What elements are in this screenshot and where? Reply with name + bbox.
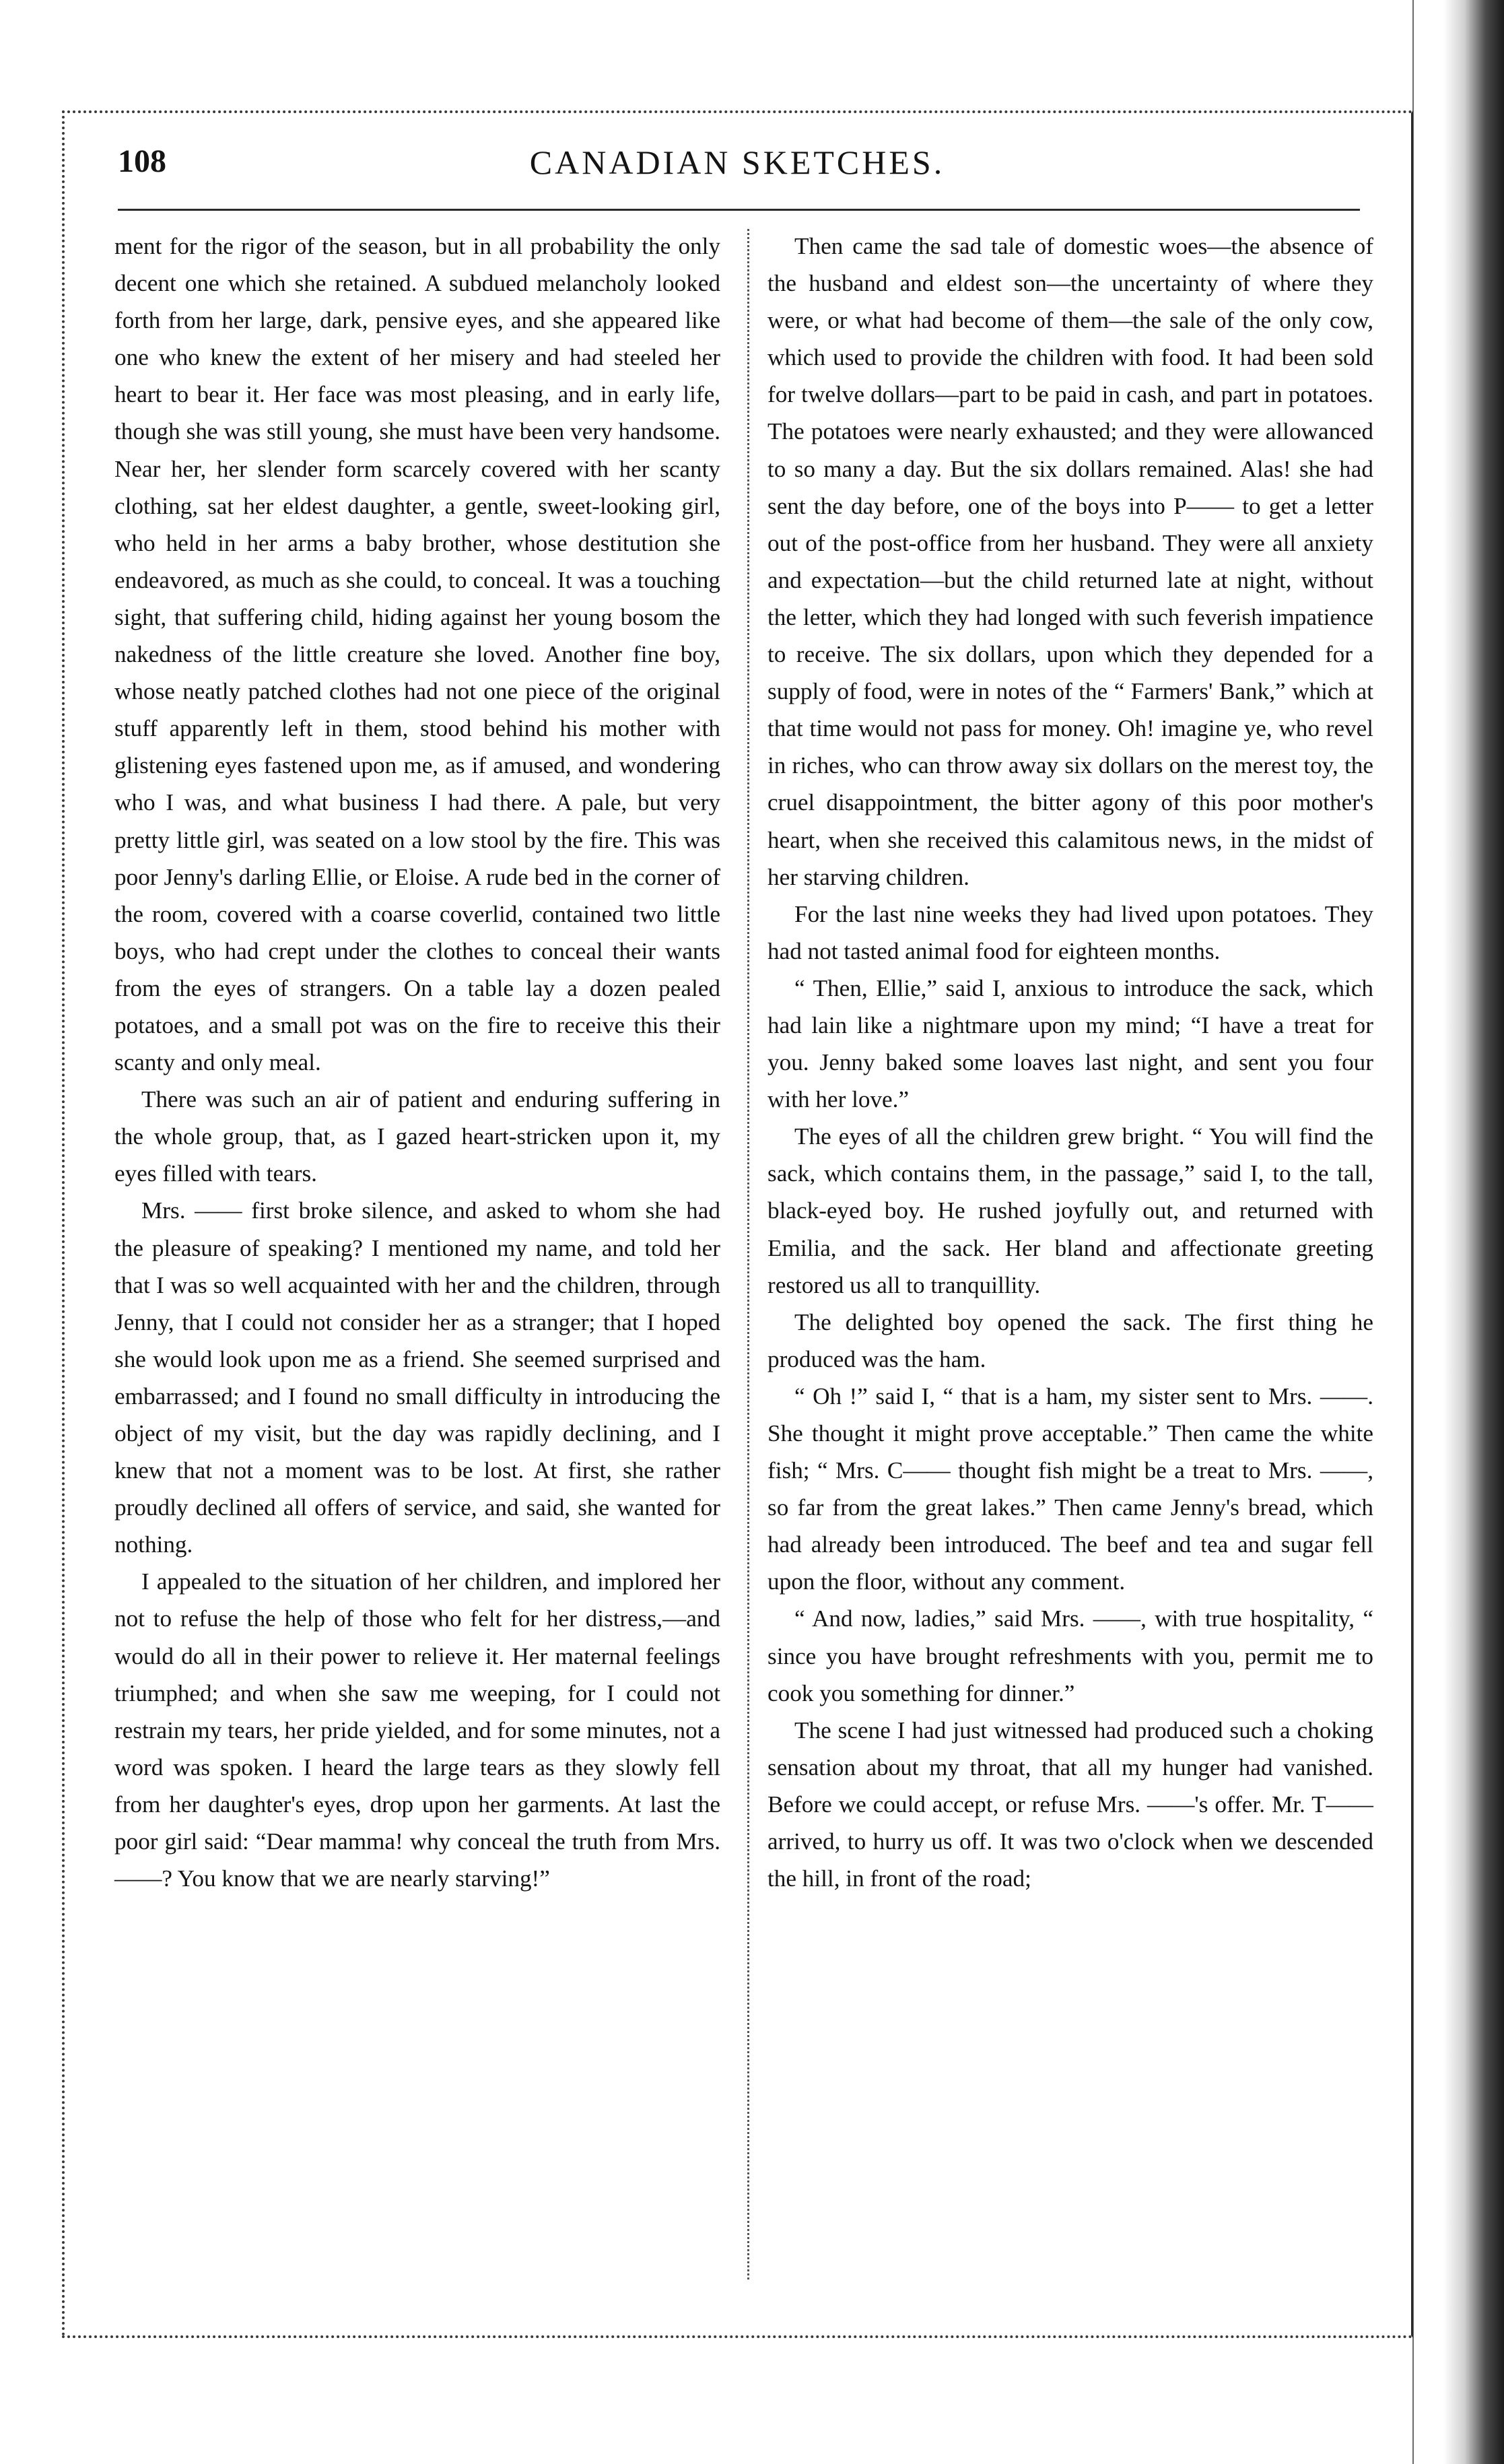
paragraph: The delighted boy opened the sack. The first thing he produced was the ham. bbox=[767, 1308, 1373, 1372]
page-header bbox=[118, 143, 1357, 197]
paragraph: “ And now, ladies,” said Mrs. ——, with true hospitality, “ since you have brought refreshments with you, permit me to cook you something for dinner.” bbox=[767, 1605, 1373, 1706]
paragraph: “ Then, Ellie,” said I, anxious to introduce the sack, which had lain like a nightmare upon my mind; “I have a treat for you. Jenny baked some loaves last night, and sent you four with her love.” bbox=[767, 974, 1373, 1113]
paragraph: The scene I had just witnessed had produced such a choking sensation about my throat, that all my hunger had vanished. Before we could accept, or refuse Mrs. ——'s offer. Mr. T—— arrived, to hurry us off. It was two o'clock when we descended the hill, in front of the road; bbox=[767, 1717, 1373, 1892]
paragraph: The eyes of all the children grew bright. “ You will find the sack, which contains them, in the passage,” said I, to the tall, black-eyed boy. He rushed joyfully out, and returned with Emilia, and the sack. Her bland and affectionate greeting restored us all to tranquillity. bbox=[767, 1123, 1373, 1298]
paragraph: Then came the sad tale of domestic woes—the absence of the husband and eldest son—the uncertainty of where they were, or what had become of them—the sale of the only cow, which used to provide the children with food. It had been sold for twelve dollars—part to be paid in cash, and part in potatoes. The potatoes were nearly exhausted; and they were allowanced to so many a day. But the six dollars remained. Alas! she had sent the day before, one of the boys into P—— to get a letter out of the post-office from her husband. They were all anxiety and expectation—but the child returned late at night, without the letter, which they had longed with such feverish impatience to receive. The six dollars, upon which they depended for a supply of food, were in notes of the “ Farmers' Bank,” which at that time would not pass for money. Oh! imagine ye, who revel in riches, who can throw away six dollars on the merest toy, the cruel disappointment, the bitter agony of this poor mother's heart, when she received this calamitous news, in the midst of her starving children. bbox=[767, 233, 1373, 890]
binding-shadow bbox=[1443, 0, 1504, 2464]
paragraph: For the last nine weeks they had lived upon potatoes. They had not tasted animal food for eighteen months. bbox=[767, 900, 1373, 964]
paragraph: ment for the rigor of the season, but in all probability the only decent one which she retained. A subdued melancholy looked forth from her large, dark, pensive eyes, and she appeared like one who knew the extent of her misery and had steeled her heart to bear it. Her face was most pleasing, and in early life, though she was still young, she must have been very handsome. Near her, her slender form scarcely covered with her scanty clothing, sat her eldest daughter, a gentle, sweet-looking girl, who held in her arms a baby brother, whose destitution she endeavored, as much as she could, to conceal. It was a touching sight, that suffering child, hiding against her young bosom the nakedness of the little creature she loved. Another fine boy, whose neatly patched clothes had not one piece of the original stuff apparently left in them, stood behind his mother with glistening eyes fastened upon me, as if amused, and wondering who I was, and what business I had there. A pale, but very pretty little girl, was seated on a low stool by the fire. This was poor Jenny's darling Ellie, or Eloise. A rude bed in the corner of the room, covered with a coarse coverlid, contained two little boys, who had crept under the clothes to conceal their wants from the eyes of strangers. On a table lay a dozen pealed potatoes, and a small pot was on the fire to receive this their scanty and only meal. bbox=[114, 233, 720, 1076]
header-rule bbox=[118, 209, 1360, 211]
paragraph: There was such an air of patient and enduring suffering in the whole group, that, as I gazed heart-stricken upon it, my eyes filled with tears. bbox=[114, 1086, 720, 1187]
paragraph: “ Oh !” said I, “ that is a ham, my sister sent to Mrs. ——. She thought it might prove acceptable.” Then came the white fish; “ Mrs. C—— thought fish might be a treat to Mrs. ——, so far from the great lakes.” Then came Jenny's bread, which had already been introduced. The beef and tea and sugar fell upon the floor, without any comment. bbox=[767, 1383, 1373, 1595]
paragraph: I appealed to the situation of her children, and implored her not to refuse the help of those who felt for her distress,—and would do all in their power to relieve it. Her maternal feelings triumphed; and when she saw me weeping, for I could not restrain my tears, her pride yielded, and for some minutes, not a word was spoken. I heard the large tears as they slowly fell from her daughter's eyes, drop upon her garments. At last the poor girl said: “Dear mamma! why conceal the truth from Mrs. ——? You know that we are nearly starving!” bbox=[114, 1568, 720, 1892]
paragraph: Mrs. —— first broke silence, and asked to whom she had the pleasure of speaking? I mentioned my name, and told her that I was so well acquainted with her and the children, through Jenny, that I could not consider her as a stranger; that I hoped she would look upon me as a friend. She seemed surprised and embarrassed; and I found no small difficulty in introducing the object of my visit, but the day was rapidly declining, and I knew that not a moment was to be lost. At first, she rather proudly declined all offers of service, and said, she wanted for nothing. bbox=[114, 1197, 720, 1558]
column-divider bbox=[747, 229, 749, 2279]
left-column bbox=[114, 228, 720, 1897]
running-head: CANADIAN SKETCHES. bbox=[529, 143, 945, 181]
page-number: 108 bbox=[118, 143, 166, 179]
right-column bbox=[767, 228, 1373, 1897]
